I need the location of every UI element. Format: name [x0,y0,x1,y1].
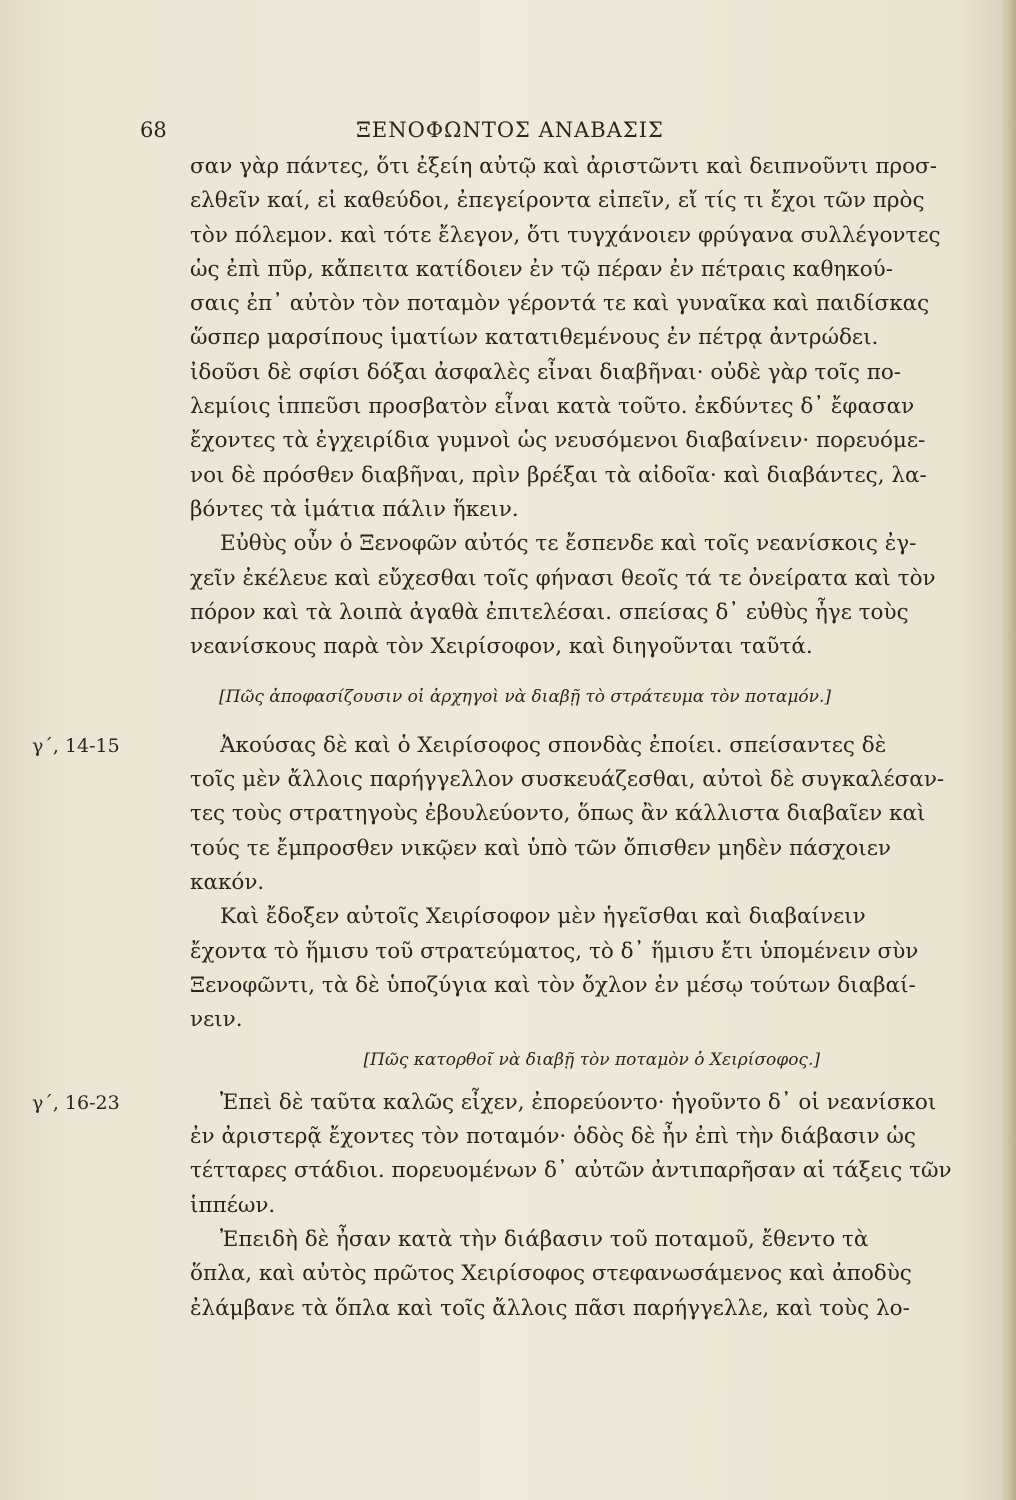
text-line: τούς τε ἔμπροσθεν νικῷεν καὶ ὑπὸ τῶν ὄπισθεν μηδὲν πάσχοιεν [190,835,891,861]
text-line: Καὶ ἔδοξεν αὐτοῖς Χειρίσοφον μὲν ἡγεῖσθαι καὶ διαβαίνειν [220,904,866,930]
paragraph-2 [190,527,936,664]
paragraph-1 [190,150,941,527]
text-line: Εὐθὺς οὖν ὁ Ξενοφῶν αὐτός τε ἔσπενδε καὶ τοῖς νεανίσκοις ἐγ- [220,531,917,557]
text-line: κακόν. [190,869,265,895]
section-2 [32,1086,952,1223]
text-line: ὥσπερ μαρσίπους ἱματίων κατατιθεμένους ἐν πέτρᾳ ἀντρώδει. [190,325,879,351]
paragraph-5 [190,1086,952,1223]
text-line: τὸν πόλεμον. καὶ τότε ἔλεγον, ὅτι τυγχάνοιεν φρύγανα συλλέγοντες [190,222,941,248]
section-1 [32,729,945,900]
text-line: Ἐπεὶ δὲ ταῦτα καλῶς εἶχεν, ἐπορεύοντο· ἡγοῦντο δ᾿ οἱ νεανίσκοι [220,1089,937,1115]
text-line: ἰδοῦσι δὲ σφίσι δόξαι ἀσφαλὲς εἶναι διαβῆναι· οὐδὲ γὰρ τοῖς πο- [190,359,902,385]
text-line: τες τοὺς στρατηγοὺς ἐβουλεύοντο, ὅπως ἂν κάλλιστα διαβαῖεν καὶ [190,801,926,827]
text-line: ελθεῖν καί, εἰ καθεύδοι, ἐπεγείροντα εἰπεῖν, εἴ τίς τι ἔχοι τῶν πρὸς [190,188,925,214]
marginal-reference: γ΄, 14-15 [32,734,120,757]
page-edge [1002,0,1016,1500]
paragraph-3 [190,729,945,900]
section-subheading: [Πῶς κατορθοῖ νὰ διαβῇ τὸν ποταμὸν ὁ Χειρίσοφος.] [363,1050,820,1071]
body-text [32,150,952,1326]
text-line: Ἀκούσας δὲ καὶ ὁ Χειρίσοφος σπονδὰς ἐποίει. σπείσαντες δὲ [220,732,887,758]
text-line: νοι δὲ πρόσθεν διαβῆναι, πρὶν βρέξαι τὰ αἰδοῖα· καὶ διαβάντες, λα- [190,462,927,488]
text-line: ἔχοντες τὰ ἐγχειρίδια γυμνοὶ ὡς νευσόμενοι διαβαίνειν· πορευόμε- [190,428,926,454]
text-line: σαν γὰρ πάντες, ὅτι ἐξείη αὐτῷ καὶ ἀριστῶντι καὶ δειπνοῦντι προσ- [190,154,937,179]
section-subheading: [Πῶς ἀποφασίζουσιν οἱ ἀρχηγοὶ νὰ διαβῇ τὸ στράτευμα τὸν ποταμόν.] [219,687,831,708]
text-line: χεῖν ἐκέλευε καὶ εὔχεσθαι τοῖς φήνασι θεοῖς τά τε ὀνείρατα καὶ τὸν [190,565,936,591]
text-line: ἐλάμβανε τὰ ὅπλα καὶ τοῖς ἄλλοις πᾶσι παρήγγελλε, καὶ τοὺς λο- [190,1295,910,1321]
text-line: Ἐπειδὴ δὲ ἦσαν κατὰ τὴν διάβασιν τοῦ ποταμοῦ, ἔθεντο τὰ [220,1226,869,1252]
text-line: ἔχοντα τὸ ἥμισυ τοῦ στρατεύματος, τὸ δ᾿ ἥμισυ ἔτι ὑπομένειν σὺν [190,938,919,964]
text-line: Ξενοφῶντι, τὰ δὲ ὑποζύγια καὶ τὸν ὄχλον ἐν μέσῳ τούτων διαβαί- [190,972,916,998]
text-line: πόρον καὶ τὰ λοιπὰ ἀγαθὰ ἐπιτελέσαι. σπείσας δ᾿ εὐθὺς ἦγε τοὺς [190,599,909,625]
running-title: ΞΕΝΟΦΩΝΤΟΣ ΑΝΑΒΑΣΙΣ [356,118,664,142]
text-line: νεανίσκους παρὰ τὸν Χειρίσοφον, καὶ διηγοῦνται ταῦτά. [190,634,813,660]
page-header [0,118,1016,148]
text-line: λεμίοις ἱππεῦσι προσβατὸν εἶναι κατὰ τοῦτο. ἐκδύντες δ᾿ ἔφασαν [190,394,915,420]
paragraph-6 [190,1223,912,1326]
text-line: ἐν ἀριστερᾷ ἔχοντες τὸν ποταμόν· ὁδὸς δὲ ἦν ἐπὶ τὴν διάβασιν ὡς [190,1124,916,1150]
paragraph-4 [190,900,919,1037]
marginal-reference: γ΄, 16-23 [32,1091,120,1114]
text-line: ὡς ἐπὶ πῦρ, κἄπειτα κατίδοιεν ἐν τῷ πέραν ἐν πέτραις καθηκού- [190,256,893,282]
text-line: ἱππέων. [190,1192,276,1218]
page-number: 68 [140,118,167,142]
text-line: τοῖς μὲν ἄλλοις παρήγγελλον συσκευάζεσθαι, αὐτοὶ δὲ συγκαλέσαν- [190,767,945,793]
text-line: σαις ἐπ᾿ αὐτὸν τὸν ποταμὸν γέροντά τε καὶ γυναῖκα καὶ παιδίσκας [190,291,930,317]
text-line: τέτταρες στάδιοι. πορευομένων δ᾿ αὐτῶν ἀντιπαρῆσαν αἱ τάξεις τῶν [190,1158,952,1184]
text-line: βόντες τὰ ἱμάτια πάλιν ἥκειν. [190,496,519,522]
text-line: νειν. [190,1007,243,1033]
text-line: ὅπλα, καὶ αὐτὸς πρῶτος Χειρίσοφος στεφανωσάμενος καὶ ἀποδὺς [190,1261,912,1287]
